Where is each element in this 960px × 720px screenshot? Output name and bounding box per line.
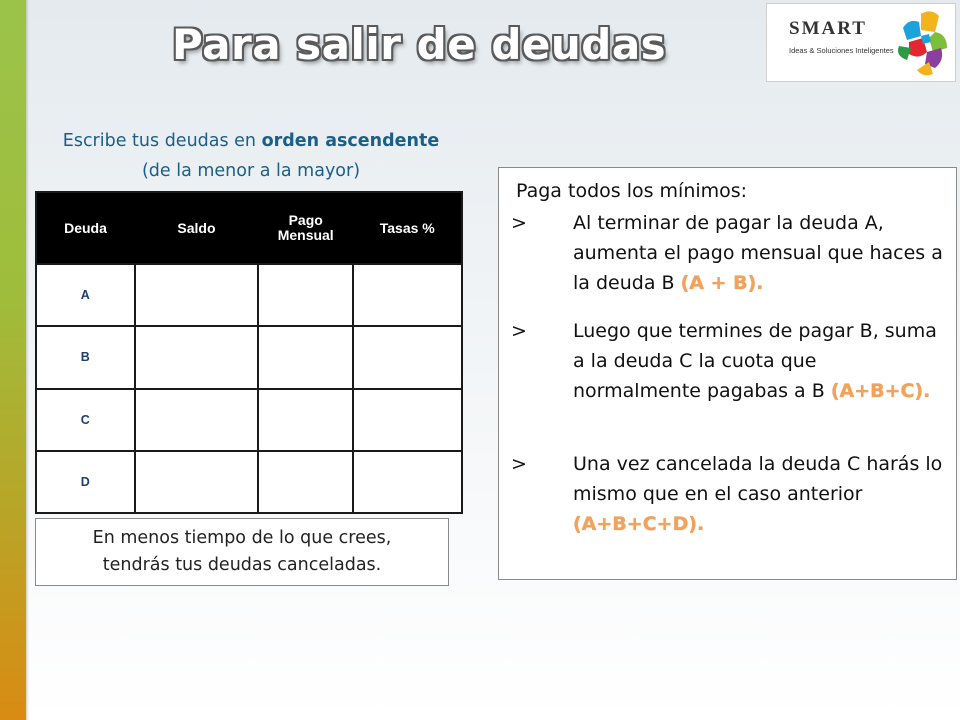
debt-label: C xyxy=(36,389,135,451)
step-highlight: (A + B). xyxy=(680,272,764,294)
tasa-cell[interactable] xyxy=(353,451,462,513)
tasa-cell[interactable] xyxy=(353,389,462,451)
note-line-2: tendrás tus deudas canceladas. xyxy=(102,555,382,575)
tasa-cell[interactable] xyxy=(353,264,462,326)
instruction-prefix: Escribe tus deudas en xyxy=(62,131,262,151)
step-highlight: (A+B+C). xyxy=(830,380,931,402)
instruction-line-1 xyxy=(28,126,474,156)
page-title: Para salir de deudas xyxy=(172,20,667,69)
pago-cell[interactable] xyxy=(258,389,353,451)
header-saldo: Saldo xyxy=(135,192,259,264)
debt-table xyxy=(35,191,463,514)
instruction-text xyxy=(28,126,474,186)
instruction-bold: orden ascendente xyxy=(261,131,440,151)
saldo-cell[interactable] xyxy=(135,451,259,513)
bullet-marker: > xyxy=(511,212,527,234)
saldo-cell[interactable] xyxy=(135,389,259,451)
pago-cell[interactable] xyxy=(258,264,353,326)
instruction-line-2: (de la menor a la mayor) xyxy=(141,161,361,181)
step-item-1 xyxy=(507,208,947,298)
panel-lead: Paga todos los mínimos: xyxy=(516,180,748,202)
conclusion-note xyxy=(35,518,449,586)
steps-panel xyxy=(498,167,957,580)
logo-brand: SMART xyxy=(789,18,867,39)
step-item-3 xyxy=(507,449,947,539)
saldo-cell[interactable] xyxy=(135,326,259,388)
puzzle-logo-icon xyxy=(895,6,953,78)
table-row xyxy=(36,326,462,388)
pago-cell[interactable] xyxy=(258,326,353,388)
bullet-marker: > xyxy=(511,320,527,342)
step-text: Luego que termines de pagar B, suma a la deuda C la cuota que normalmente pagabas a B xyxy=(573,320,937,402)
step-highlight: (A+B+C+D). xyxy=(573,513,705,535)
debt-label: B xyxy=(36,326,135,388)
step-item-2 xyxy=(507,316,947,406)
left-accent-bar xyxy=(0,0,26,720)
header-tasas: Tasas % xyxy=(353,192,462,264)
note-line-1: En menos tiempo de lo que crees, xyxy=(92,528,392,548)
step-text: Al terminar de pagar la deuda A, aumenta el pago mensual que haces a la deuda B xyxy=(573,212,943,294)
header-deuda: Deuda xyxy=(36,192,135,264)
table-header-row xyxy=(36,192,462,264)
pago-cell[interactable] xyxy=(258,451,353,513)
step-text: Una vez cancelada la deuda C harás lo mismo que en el caso anterior xyxy=(573,453,943,505)
header-pago-mensual: Pago Mensual xyxy=(258,192,353,264)
debt-label: A xyxy=(36,264,135,326)
saldo-cell[interactable] xyxy=(135,264,259,326)
table-row xyxy=(36,451,462,513)
debt-label: D xyxy=(36,451,135,513)
table-row xyxy=(36,264,462,326)
table-row xyxy=(36,389,462,451)
bullet-marker: > xyxy=(511,453,527,475)
company-logo xyxy=(766,3,956,82)
logo-tagline: Ideas & Soluciones Inteligentes xyxy=(789,46,894,55)
tasa-cell[interactable] xyxy=(353,326,462,388)
